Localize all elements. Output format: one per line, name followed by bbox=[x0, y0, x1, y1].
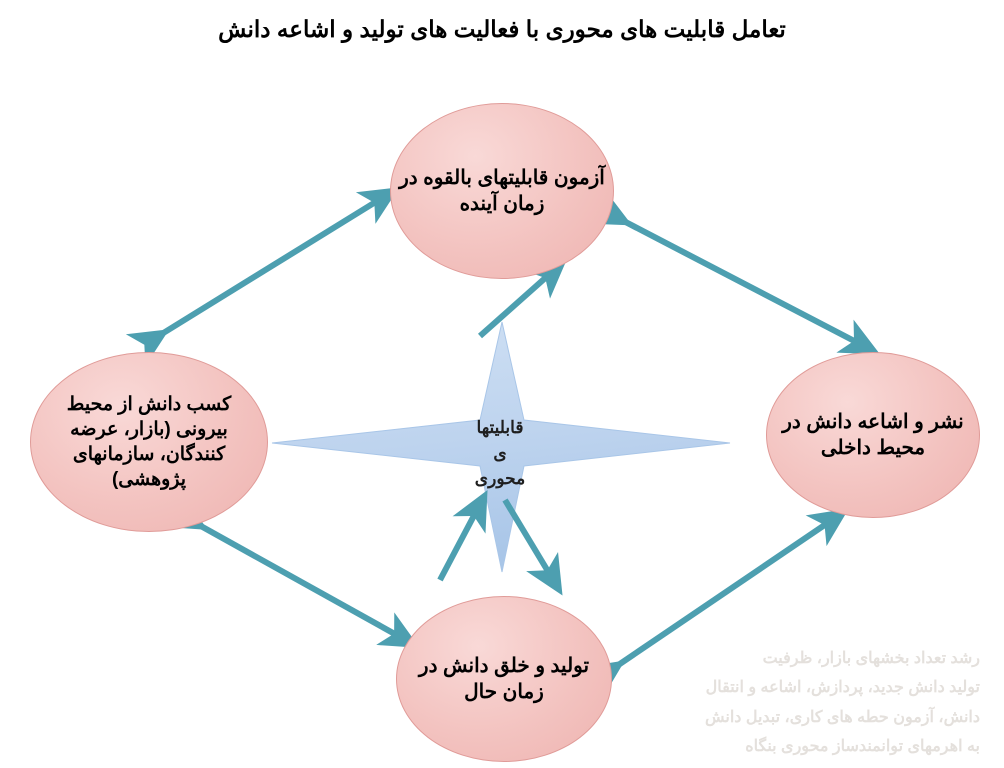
node-top[interactable] bbox=[390, 103, 614, 279]
core-capability-star bbox=[272, 322, 730, 572]
core-capability-label-line3: محوری bbox=[474, 469, 526, 488]
connector-top-right bbox=[614, 216, 862, 345]
node-bottom[interactable] bbox=[396, 596, 612, 762]
connector-bottom-center bbox=[440, 508, 478, 580]
node-top-label: آزمون قابلیتهای بالقوه در زمان آینده bbox=[399, 166, 605, 215]
connector-center-bottom-right bbox=[505, 500, 552, 578]
watermark-line-4: به اهرمهای توانمندساز محوری بنگاه bbox=[745, 738, 980, 756]
node-right[interactable] bbox=[766, 352, 980, 518]
node-right-label: نشر و اشاعه دانش در محیط داخلی bbox=[782, 410, 964, 459]
node-bottom-label: تولید و خلق دانش در زمان حال bbox=[418, 654, 590, 703]
node-left[interactable] bbox=[30, 352, 268, 532]
watermark-line-2: تولید دانش جدید، پردازش، اشاعه و انتقال bbox=[705, 679, 980, 697]
node-left-label: کسب دانش از محیط بیرونی (بازار، عرضه کنندگان، سازمانهای پژوهشی) bbox=[66, 393, 232, 491]
watermark-text bbox=[660, 644, 980, 762]
watermark-line-3: دانش، آزمون حطه های کاری، تبدیل دانش bbox=[704, 708, 980, 726]
connector-left-bottom bbox=[190, 520, 402, 638]
page-title: تعامل قابلیت های محوری با فعالیت های تولید و اشاعه دانش bbox=[218, 16, 786, 42]
core-capability-label-line2: ی bbox=[493, 443, 507, 463]
connector-left-top bbox=[152, 198, 382, 340]
watermark-line-1: رشد تعداد بخشهای بازار، ظرفیت bbox=[762, 649, 980, 667]
connector-center-top bbox=[480, 272, 552, 336]
core-capability-label-line1: قابلیتها bbox=[476, 418, 524, 437]
